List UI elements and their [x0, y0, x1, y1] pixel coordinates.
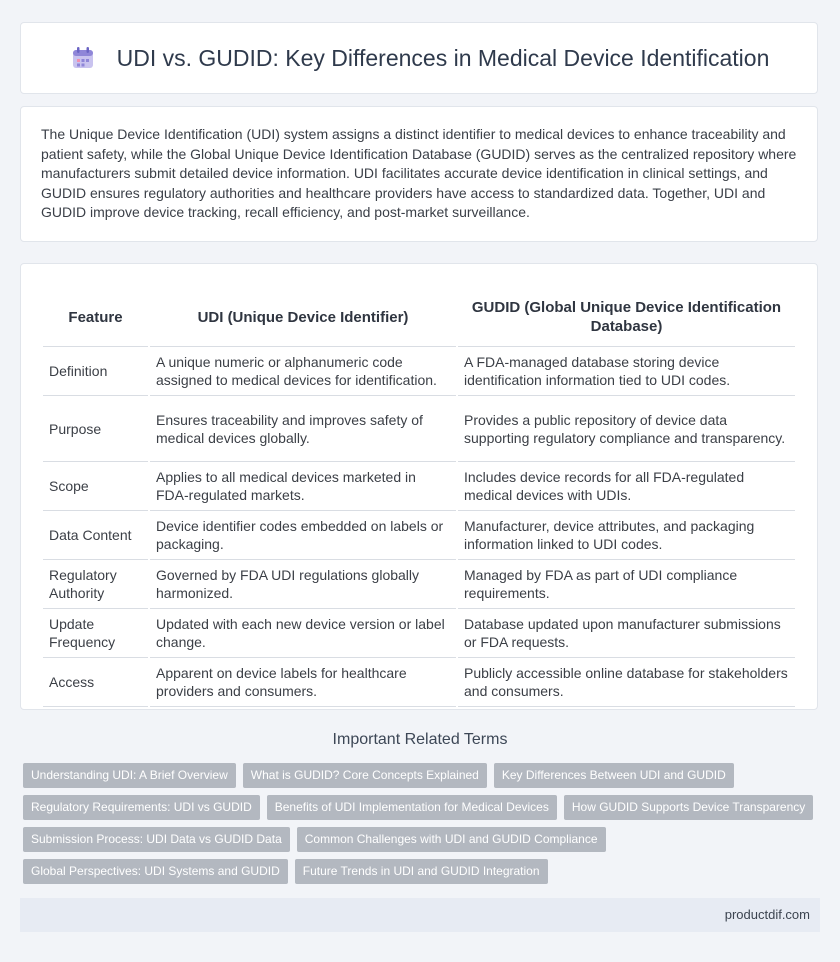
- related-tag[interactable]: Global Perspectives: UDI Systems and GUDID: [23, 859, 288, 884]
- row-udi: Applies to all medical devices marketed in FDA-regulated markets.: [150, 462, 456, 511]
- related-tag[interactable]: Submission Process: UDI Data vs GUDID Data: [23, 827, 290, 852]
- intro-card: [20, 106, 818, 242]
- row-udi: Device identifier codes embedded on labels or packaging.: [150, 511, 456, 560]
- table-row: [43, 396, 795, 462]
- row-gudid: Managed by FDA as part of UDI compliance requirements.: [458, 560, 795, 609]
- intro-paragraph: The Unique Device Identification (UDI) system assigns a distinct identifier to medical devices to enhance traceability and patient safety, while the Global Unique Device Identification Database (GUDID) serves as the centralized repository where manufacturers submit detailed device information. UDI facilitates accurate device identification in clinical settings, and GUDID ensures regulatory authorities and healthcare providers have access to standardized data. Together, UDI and GUDID improve device tracking, recall efficiency, and post-market surveillance.: [41, 126, 797, 220]
- row-feature: Scope: [43, 462, 148, 511]
- row-feature: Data Content: [43, 511, 148, 560]
- page-title: [69, 44, 770, 72]
- table-row: [43, 462, 795, 511]
- row-feature: Update Frequency: [43, 609, 148, 658]
- row-feature: Regulatory Authority: [43, 560, 148, 609]
- row-gudid: Includes device records for all FDA-regulated medical devices with UDIs.: [458, 462, 795, 511]
- row-udi: Governed by FDA UDI regulations globally harmonized.: [150, 560, 456, 609]
- header-gudid: GUDID (Global Unique Device Identification Database): [458, 284, 795, 347]
- row-feature: Purpose: [43, 396, 148, 462]
- row-gudid: A FDA-managed database storing device identification information tied to UDI codes.: [458, 347, 795, 396]
- row-feature: Definition: [43, 347, 148, 396]
- table-row: [43, 511, 795, 560]
- title-card: [20, 22, 818, 94]
- row-udi: Apparent on device labels for healthcare providers and consumers.: [150, 658, 456, 707]
- related-tag[interactable]: Key Differences Between UDI and GUDID: [494, 763, 734, 788]
- table-header-row: [43, 284, 795, 347]
- header-udi: UDI (Unique Device Identifier): [150, 284, 456, 347]
- page-title-text: UDI vs. GUDID: Key Differences in Medical Device Identification: [116, 44, 770, 71]
- related-tag[interactable]: Regulatory Requirements: UDI vs GUDID: [23, 795, 260, 820]
- related-terms-heading: Important Related Terms: [332, 731, 508, 748]
- related-terms-list: [23, 763, 813, 891]
- related-tag[interactable]: Common Challenges with UDI and GUDID Compliance: [297, 827, 606, 852]
- row-udi: Ensures traceability and improves safety of medical devices globally.: [150, 396, 456, 462]
- header-feature: Feature: [43, 284, 148, 347]
- comparison-card: [20, 263, 818, 710]
- row-gudid: Database updated upon manufacturer submissions or FDA requests.: [458, 609, 795, 658]
- row-gudid: Manufacturer, device attributes, and packaging information linked to UDI codes.: [458, 511, 795, 560]
- related-tag[interactable]: Future Trends in UDI and GUDID Integration: [295, 859, 548, 884]
- row-udi: Updated with each new device version or label change.: [150, 609, 456, 658]
- related-tag[interactable]: Understanding UDI: A Brief Overview: [23, 763, 236, 788]
- row-udi: A unique numeric or alphanumeric code assigned to medical devices for identification.: [150, 347, 456, 396]
- table-row: [43, 609, 795, 658]
- related-tag[interactable]: Benefits of UDI Implementation for Medical Devices: [267, 795, 557, 820]
- table-row: [43, 347, 795, 396]
- related-tag[interactable]: What is GUDID? Core Concepts Explained: [243, 763, 487, 788]
- footer-site[interactable]: productdif.com: [724, 907, 810, 922]
- table-row: [43, 658, 795, 707]
- row-gudid: Publicly accessible online database for stakeholders and consumers.: [458, 658, 795, 707]
- footer: [20, 898, 820, 932]
- calendar-icon: [69, 44, 97, 72]
- row-feature: Access: [43, 658, 148, 707]
- comparison-table: [41, 284, 797, 707]
- row-gudid: Provides a public repository of device data supporting regulatory compliance and transparency.: [458, 396, 795, 462]
- table-row: [43, 560, 795, 609]
- related-tag[interactable]: How GUDID Supports Device Transparency: [564, 795, 813, 820]
